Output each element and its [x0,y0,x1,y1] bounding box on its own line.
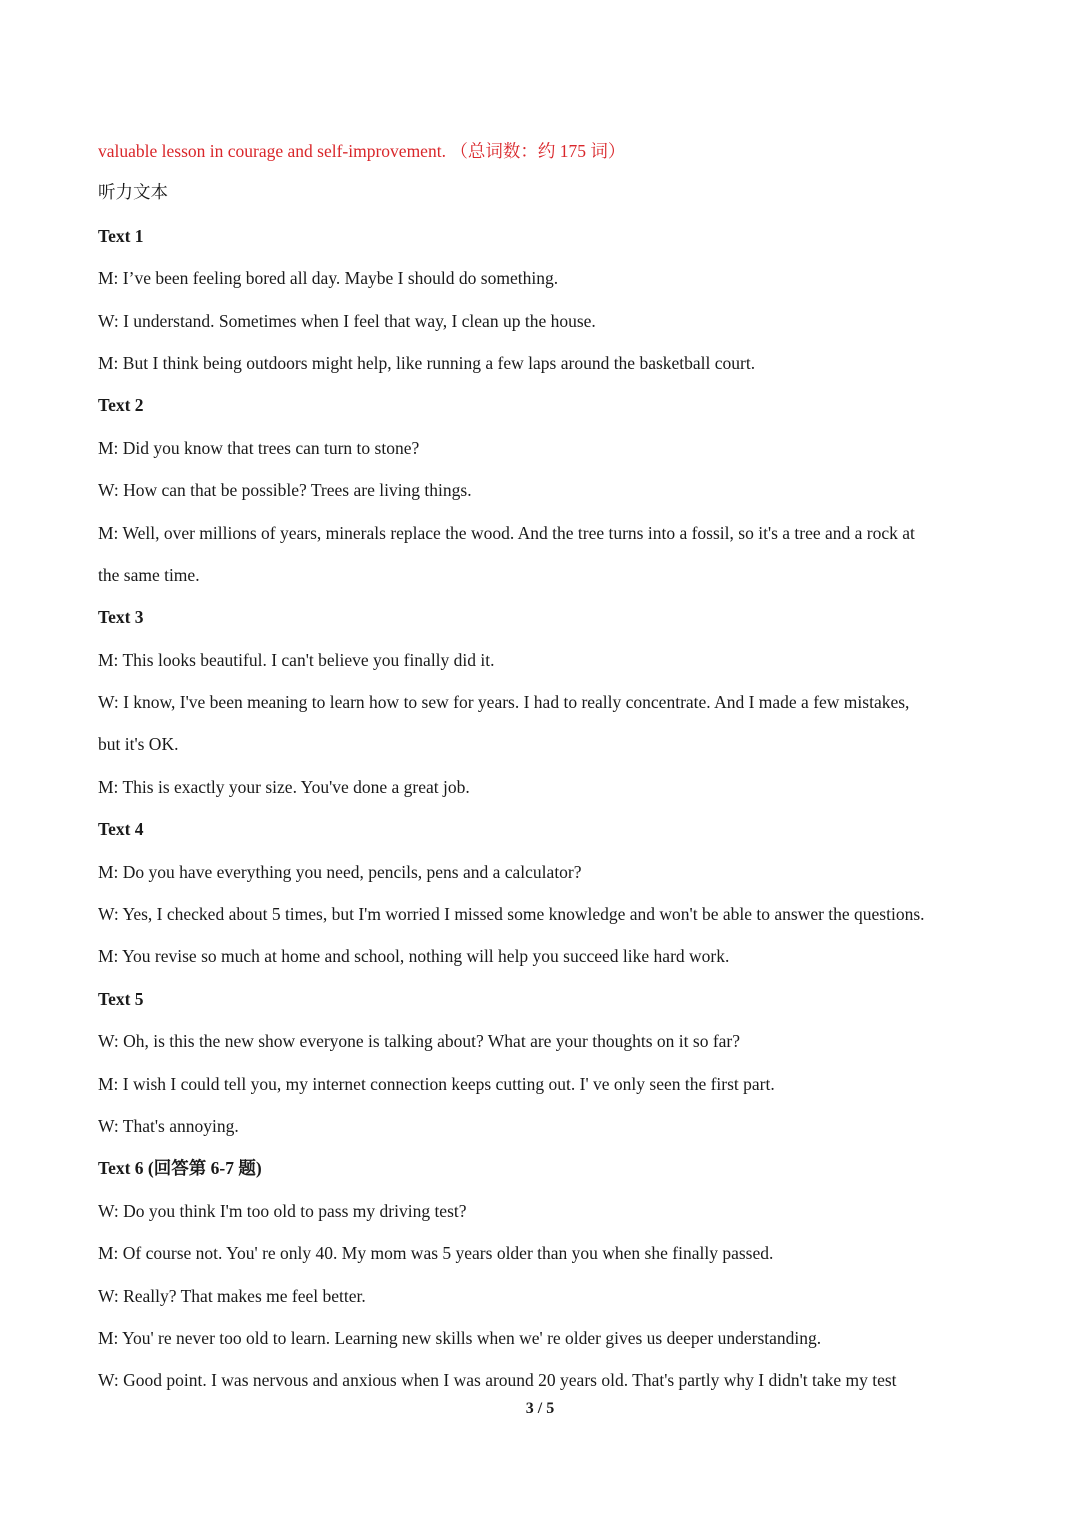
section-title: 听力文本 [98,183,168,204]
transcript [98,215,988,1402]
dialogue-line: M: I’ve been feeling bored all day. Maybe I should do something. [98,268,559,289]
dialogue-line: W: That's annoying. [98,1115,239,1136]
dialogue-line: W: Yes, I checked about 5 times, but I'm worried I missed some knowledge and won't be able to answer the questions. [98,904,925,925]
dialogue-line: M: Of course not. You' re only 40. My mom was 5 years older than you when she finally passed. [98,1243,774,1264]
dialogue-line: M: Well, over millions of years, minerals replace the wood. And the tree turns into a fossil, so it's a tree and a rock at [98,522,915,543]
dialogue-line: M: You' re never too old to learn. Learning new skills when we' re older gives us deeper understanding. [98,1327,822,1348]
text-heading: Text 5 [98,988,144,1009]
dialogue-line: M: But I think being outdoors might help, like running a few laps around the basketball court. [98,352,756,373]
dialogue-line: W: How can that be possible? Trees are living things. [98,480,472,501]
text-heading: Text 4 [98,819,144,840]
text-heading: Text 2 [98,395,144,416]
page-number: 3 / 5 [525,1400,555,1417]
text-heading: Text 3 [98,607,144,628]
dialogue-line: M: I wish I could tell you, my internet connection keeps cutting out. I' ve only seen the first part. [98,1073,775,1094]
dialogue-line: M: Do you have everything you need, pencils, pens and a calculator? [98,861,582,882]
intro-line: valuable lesson in courage and self-improvement. （总词数：约 175 词） [98,141,626,161]
dialogue-line: but it's OK. [98,734,179,755]
dialogue-line: M: Did you know that trees can turn to stone? [98,437,420,458]
dialogue-line: W: Do you think I'm too old to pass my driving test? [98,1200,467,1221]
dialogue-line: M: You revise so much at home and school, nothing will help you succeed like hard work. [98,946,730,967]
dialogue-line: W: Good point. I was nervous and anxious when I was around 20 years old. That's partly why I didn't take my test [98,1370,897,1391]
text-heading: Text 1 [98,225,144,246]
dialogue-line: the same time. [98,564,200,585]
text-heading: Text 6 (回答第 6-7 题) [98,1158,262,1179]
dialogue-line: W: Oh, is this the new show everyone is talking about? What are your thoughts on it so far? [98,1031,741,1052]
document-page [98,130,988,1402]
dialogue-line: M: This is exactly your size. You've done a great job. [98,776,470,797]
dialogue-line: W: I know, I've been meaning to learn how to sew for years. I had to really concentrate. And I made a few mistakes, [98,692,910,713]
dialogue-line: W: I understand. Sometimes when I feel that way, I clean up the house. [98,310,596,331]
dialogue-line: M: This looks beautiful. I can't believe you finally did it. [98,649,495,670]
dialogue-line: W: Really? That makes me feel better. [98,1285,366,1306]
